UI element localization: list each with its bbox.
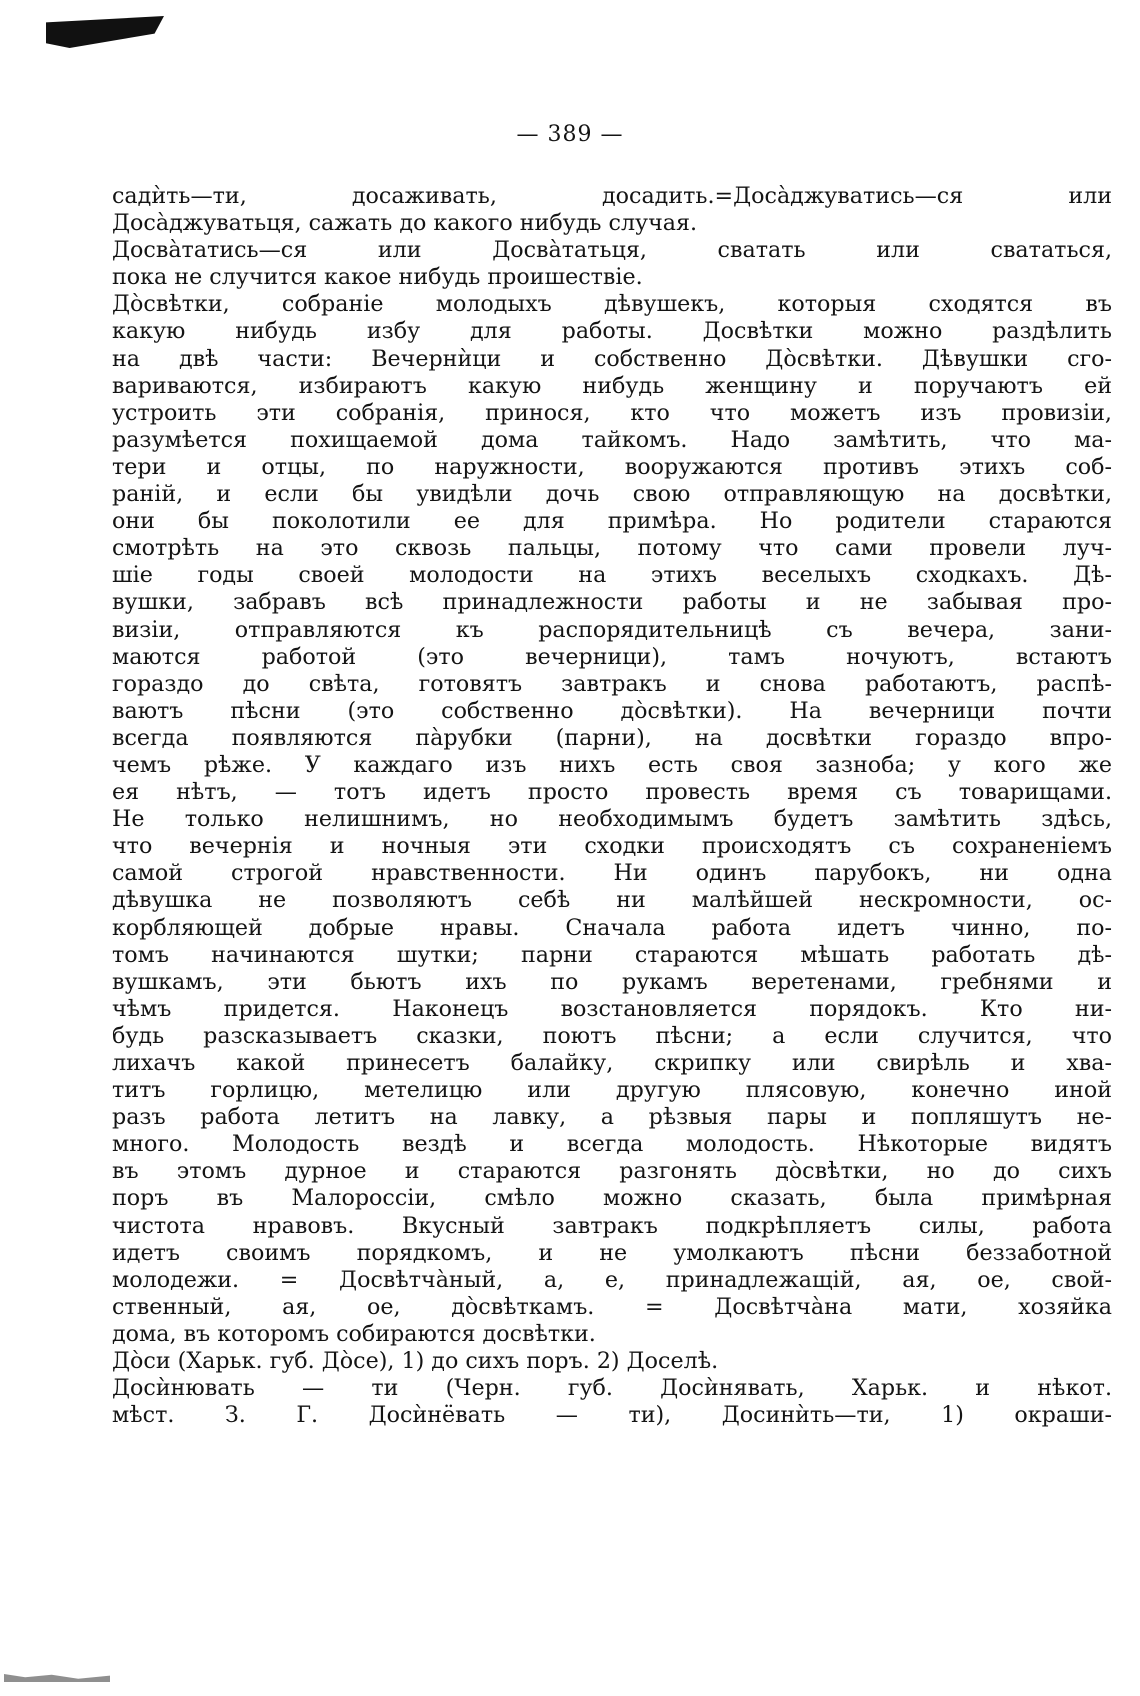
dictionary-entry	[112, 1348, 1112, 1375]
text-line: много. Молодость вездѣ и всегда молодость. Нѣкоторые видятъ	[112, 1131, 1112, 1158]
text-line: чемъ рѣже. У каждаго изъ нихъ есть своя зазноба; у кого же	[112, 751, 1112, 778]
text-line: Досѝнювать — ти (Черн. губ. Досѝнявать, Харьк. и нѣкот.	[112, 1375, 1112, 1402]
text-line: чѣмъ придется. Наконецъ возстановляется порядокъ. Кто ни-	[112, 995, 1112, 1022]
text-line: маются работой (это вечерници), тамъ ночуютъ, встаютъ	[112, 643, 1112, 670]
text-line: раній, и если бы увидѣли дочь свою отправляющую на досвѣтки,	[112, 481, 1112, 508]
text-line: ея нѣтъ, — тотъ идетъ просто провесть время съ товарищами.	[112, 779, 1112, 806]
text-line: молодежи. = Досвѣтчàный, а, е, принадлежащій, ая, ое, свой-	[112, 1266, 1112, 1293]
text-line: ственный, ая, ое, дòсвѣткамъ. = Досвѣтчàна мати, хозяйка	[112, 1293, 1112, 1320]
scan-artifact-top	[46, 16, 164, 48]
text-line: на двѣ части: Вечернѝци и собственно Дòсвѣтки. Дѣвушки сго-	[112, 345, 1112, 372]
text-line: шіе годы своей молодости на этихъ веселыхъ сходкахъ. Дѣ-	[112, 562, 1112, 589]
text-line: они бы поколотили ее для примѣра. Но родители стараются	[112, 508, 1112, 535]
text-line: поръ въ Малороссіи, смѣло можно сказать, была примѣрная	[112, 1185, 1112, 1212]
text-line: Досвàтатись—ся или Досвàтатьця, сватать или свататься,	[112, 237, 1112, 264]
text-line: что вечернія и ночныя эти сходки происходятъ съ сохраненіемъ	[112, 833, 1112, 860]
dictionary-text	[112, 183, 1112, 1429]
text-line: самой строгой нравственности. Ни одинъ парубокъ, ни одна	[112, 860, 1112, 887]
dictionary-entry	[112, 1375, 1112, 1429]
text-line: дѣвушка не позволяютъ себѣ ни малѣйшей нескромности, ос-	[112, 887, 1112, 914]
text-line: чистота нравовъ. Вкусный завтракъ подкрѣпляетъ силы, работа	[112, 1212, 1112, 1239]
text-line: вушкамъ, эти бьютъ ихъ по рукамъ веретенами, гребнями и	[112, 968, 1112, 995]
text-line: лихачъ какой принесетъ балайку, скрипку или свирѣль и хва-	[112, 1050, 1112, 1076]
text-line: разъ работа летитъ на лавку, а рѣзвыя пары и попляшутъ не-	[112, 1104, 1112, 1131]
text-line: идетъ своимъ порядкомъ, и не умолкаютъ пѣсни беззаботной	[112, 1239, 1112, 1266]
dictionary-entry	[112, 291, 1112, 1348]
text-line: Дòси (Харьк. губ. Дòсе), 1) до сихъ поръ. 2) Доселѣ.	[112, 1348, 719, 1375]
page-number: — 389 —	[516, 122, 624, 147]
scan-artifact-bottom	[4, 1674, 110, 1682]
text-line: Досàджуватьця, сажать до какого нибудь случая.	[112, 210, 698, 237]
text-line: ваютъ пѣсни (это собственно дòсвѣтки). На вечерници почти	[112, 697, 1112, 724]
text-line: Дòсвѣтки, собраніе молодыхъ дѣвушекъ, которыя сходятся въ	[112, 291, 1112, 318]
text-line: всегда появляются пàрубки (парни), на досвѣтки гораздо впро-	[112, 724, 1112, 751]
text-line: будь разсказываетъ сказки, поютъ пѣсни; а если случится, что	[112, 1022, 1112, 1049]
text-line: дома, въ которомъ собираются досвѣтки.	[112, 1320, 596, 1347]
text-line: томъ начинаются шутки; парни стараются мѣшать работать дѣ-	[112, 941, 1112, 968]
text-line: устроить эти собранія, принося, кто что можетъ изъ провизіи,	[112, 399, 1112, 426]
text-line: какую нибудь избу для работы. Досвѣтки можно раздѣлить	[112, 318, 1112, 345]
text-line: титъ горлицю, метелицю или другую плясовую, конечно иной	[112, 1077, 1112, 1104]
text-line: мѣст. З. Г. Досѝнёвать — ти), Досинѝть—ти, 1) окраши-	[112, 1402, 1112, 1429]
text-line: вариваются, избираютъ какую нибудь женщину и поручаютъ ей	[112, 372, 1112, 399]
dictionary-entry	[112, 183, 1112, 237]
text-line: визіи, отправляются къ распорядительницѣ съ вечера, зани-	[112, 616, 1112, 643]
text-line: въ этомъ дурное и стараются разгонять дòсвѣтки, но до сихъ	[112, 1158, 1112, 1185]
text-line: разумѣется похищаемой дома тайкомъ. Надо замѣтить, что ма-	[112, 426, 1112, 453]
dictionary-entry	[112, 237, 1112, 291]
text-line: тери и отцы, по наружности, вооружаются противъ этихъ соб-	[112, 453, 1112, 480]
text-line: вушки, забравъ всѣ принадлежности работы и не забывая про-	[112, 589, 1112, 616]
text-line: корбляющей добрые нравы. Сначала работа идетъ чинно, по-	[112, 914, 1112, 941]
text-line: пока не случится какое нибудь проишествіе.	[112, 264, 643, 291]
text-line: садѝть—ти, досаживать, досадить.=Досàджуватись—ся или	[112, 183, 1112, 209]
text-line: смотрѣть на это сквозь пальцы, потому что сами провели луч-	[112, 535, 1112, 562]
text-line: Не только нелишнимъ, но необходимымъ будетъ замѣтить здѣсь,	[112, 806, 1112, 833]
text-line: гораздо до свѣта, готовятъ завтракъ и снова работаютъ, распѣ-	[112, 670, 1112, 697]
